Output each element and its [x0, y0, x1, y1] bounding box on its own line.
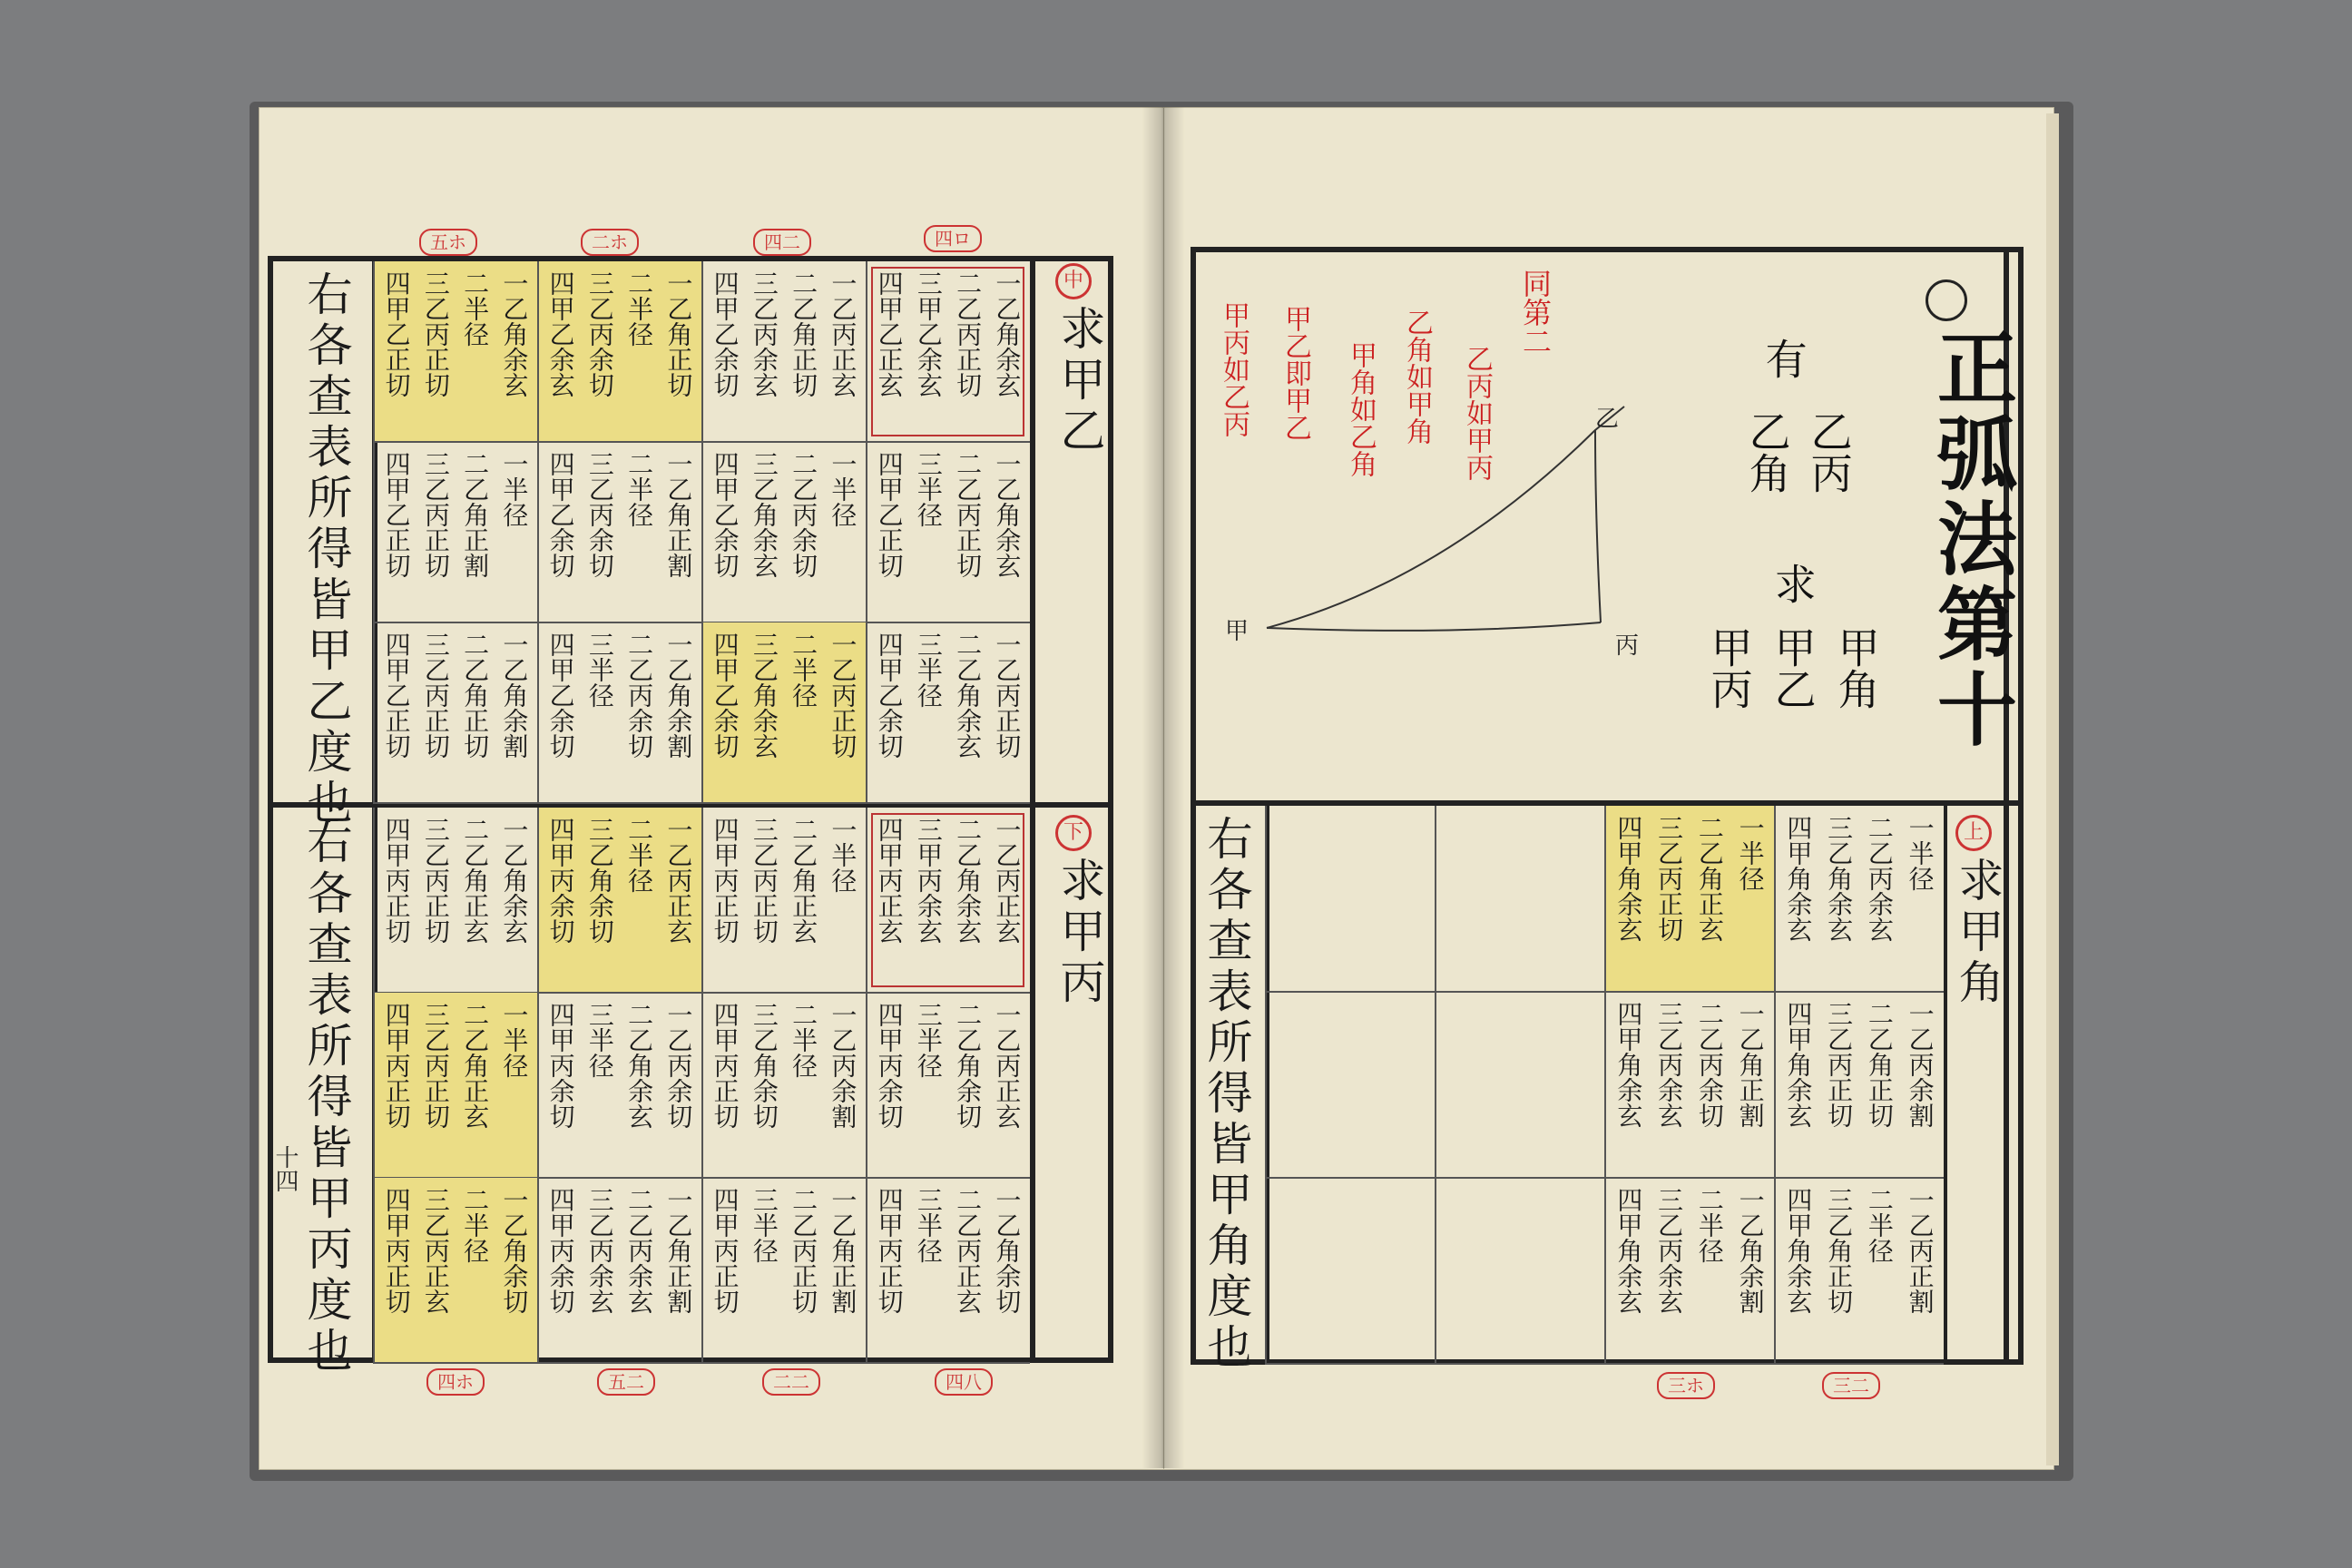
section-mark-upper: 上	[1955, 815, 1992, 851]
note: 甲乙即甲乙	[1279, 305, 1311, 441]
table-cell	[701, 808, 866, 993]
formula-term: 三乙角余切	[749, 1002, 779, 1129]
table-cell	[537, 1178, 701, 1363]
formula-term: 三乙丙余玄	[1654, 1187, 1685, 1314]
formula-term: 三乙丙余玄	[1654, 1001, 1685, 1128]
formula-term: 一半径	[499, 1002, 530, 1078]
seek-value: 甲角	[1831, 626, 1881, 710]
table-cell	[1774, 992, 1944, 1178]
formula-term: 一半径	[1905, 815, 1936, 891]
table-cell	[866, 622, 1030, 803]
grid-line	[1604, 806, 1606, 992]
triangle-side	[1267, 622, 1601, 631]
grid-line	[373, 622, 375, 803]
formula-term: 一乙丙正割	[1905, 1187, 1936, 1314]
formula-term: 一半径	[828, 817, 858, 893]
formula-term: 四甲丙正玄	[874, 817, 905, 944]
section-label-seek-jia-bing: 求甲丙	[1053, 857, 1106, 1009]
grid-line	[1265, 806, 1267, 992]
formula-term: 四甲角余玄	[1613, 1001, 1644, 1128]
formula-term: 三半径	[913, 1002, 944, 1078]
table-cell	[537, 442, 701, 622]
note: 甲丙如乙丙	[1218, 301, 1250, 437]
formula-term: 一乙角正割	[663, 1187, 694, 1314]
formula-term: 三乙角余玄	[749, 451, 779, 578]
grid-line	[1774, 992, 1776, 1178]
formula-term: 三乙丙正切	[420, 1002, 451, 1129]
table-cell	[1265, 992, 1435, 1178]
formula-term: 二乙角正玄	[460, 1002, 491, 1129]
grid-line	[701, 993, 703, 1178]
seek-value: 甲丙	[1704, 626, 1754, 710]
formula-term: 二乙丙正切	[789, 1187, 819, 1314]
grid-line	[537, 802, 701, 804]
grid-line	[701, 261, 703, 442]
right-label-divider	[1944, 800, 1947, 1365]
formula-term: 四甲乙正切	[381, 270, 412, 397]
note: 甲角如乙角	[1345, 341, 1377, 477]
formula-term: 四甲乙余切	[545, 451, 576, 578]
formula-term: 二半径	[1694, 1187, 1725, 1263]
formula-term: 一乙角余玄	[992, 451, 1023, 578]
table-cell	[866, 261, 1030, 442]
formula-term: 四甲丙正切	[710, 1002, 740, 1129]
grid-line	[1435, 1363, 1604, 1365]
table-cell	[1604, 806, 1774, 992]
note: 乙丙如甲丙	[1461, 345, 1493, 481]
vertex-label: 乙	[1595, 406, 1620, 433]
grid-line	[1604, 992, 1606, 1178]
formula-term: 三乙丙正切	[420, 817, 451, 944]
formula-term: 一乙角余切	[499, 1187, 530, 1314]
grid-line	[537, 1362, 701, 1364]
formula-term: 二乙丙余切	[789, 451, 819, 578]
table-cell	[537, 808, 701, 993]
formula-term: 二乙角余切	[953, 1002, 984, 1129]
formula-term: 二半径	[789, 632, 819, 708]
formula-term: 二乙角正切	[789, 270, 819, 397]
formula-term: 一乙丙正切	[992, 632, 1023, 759]
formula-term: 一乙角正割	[663, 451, 694, 578]
formula-term: 二乙角正切	[1864, 1001, 1895, 1128]
table-cell	[1435, 806, 1604, 992]
formula-term: 三乙丙余切	[584, 451, 615, 578]
table-cell	[373, 808, 537, 993]
formula-term: 四甲乙余切	[710, 270, 740, 397]
table-cell	[1604, 1178, 1774, 1364]
stamp: 四ホ	[426, 1368, 485, 1396]
formula-term: 二乙丙正切	[953, 270, 984, 397]
formula-term: 二半径	[1864, 1187, 1895, 1263]
grid-line	[1265, 1178, 1267, 1364]
grid-line	[866, 993, 867, 1178]
stamp: 四八	[935, 1368, 993, 1396]
grid-line	[701, 442, 703, 622]
formula-term: 一乙角余玄	[992, 270, 1023, 397]
formula-term: 四甲丙余切	[874, 1002, 905, 1129]
formula-term: 二乙丙余玄	[624, 1187, 655, 1314]
page-title: 正弧法第十	[1925, 327, 2019, 753]
formula-term: 三乙丙正切	[1824, 1001, 1855, 1128]
section-mark-lower: 下	[1055, 815, 1092, 851]
formula-term: 三甲丙余玄	[913, 817, 944, 944]
formula-term: 三乙丙正切	[420, 451, 451, 578]
formula-term: 三半径	[584, 632, 615, 708]
vertex-label: 甲	[1225, 618, 1250, 645]
grid-line	[537, 1178, 539, 1363]
formula-term: 三乙丙余玄	[584, 1187, 615, 1314]
conclusion-jia-bing: 右各查表所得皆甲丙度也	[299, 818, 353, 1377]
grid-line	[1265, 992, 1267, 1178]
table-cell	[866, 993, 1030, 1178]
triangle-arc	[1267, 407, 1624, 628]
formula-term: 一乙丙余割	[828, 1002, 858, 1129]
title-circle-icon	[1926, 279, 1967, 321]
table-cell	[701, 993, 866, 1178]
formula-term: 三乙丙正切	[420, 270, 451, 397]
grid-line	[701, 802, 866, 804]
table-cell	[373, 1178, 537, 1363]
stamp: 三二	[1822, 1372, 1880, 1399]
formula-term: 二乙角正玄	[789, 817, 819, 944]
section-label-seek-jia-yi: 求甲乙	[1053, 305, 1106, 457]
grid-line	[537, 993, 539, 1178]
conclusion-jia-yi: 右各查表所得皆甲乙度也	[299, 270, 353, 829]
formula-term: 一乙角正割	[1735, 1001, 1766, 1128]
stamp: 四ロ	[924, 225, 982, 252]
formula-term: 四甲角余玄	[1613, 815, 1644, 942]
grid-line	[866, 802, 1030, 804]
grid-line	[1604, 1363, 1774, 1365]
formula-term: 四甲乙余玄	[545, 270, 576, 397]
formula-term: 一乙角余玄	[499, 817, 530, 944]
formula-term: 四甲丙正切	[381, 1187, 412, 1314]
formula-term: 一乙丙正玄	[992, 1002, 1023, 1129]
table-cell	[1435, 1178, 1604, 1364]
formula-term: 四甲乙余切	[874, 632, 905, 759]
formula-term: 一乙丙余割	[1905, 1001, 1936, 1128]
table-cell	[537, 993, 701, 1178]
grid-line	[1435, 992, 1436, 1178]
formula-term: 二乙角正玄	[460, 817, 491, 944]
left-label-divider	[1030, 256, 1035, 1363]
grid-line	[373, 1178, 375, 1363]
table-cell	[866, 442, 1030, 622]
folio-number: 十四	[271, 1145, 299, 1192]
grid-line	[866, 261, 867, 442]
formula-term: 二乙角余玄	[953, 817, 984, 944]
formula-term: 二乙丙余玄	[1864, 815, 1895, 942]
stamp: 五二	[597, 1368, 655, 1396]
grid-line	[1774, 1363, 1944, 1365]
table-cell	[701, 442, 866, 622]
formula-term: 二半径	[624, 817, 655, 893]
table-cell	[1435, 992, 1604, 1178]
grid-line	[1435, 806, 1436, 992]
formula-term: 三乙丙余切	[584, 270, 615, 397]
formula-term: 四甲丙余切	[545, 1002, 576, 1129]
grid-line	[866, 1178, 867, 1363]
triangle-side	[1595, 430, 1601, 622]
formula-term: 三乙丙余玄	[749, 270, 779, 397]
table-cell	[1774, 806, 1944, 992]
section-mark-middle: 中	[1055, 263, 1092, 299]
formula-term: 三乙丙正切	[749, 817, 779, 944]
grid-line	[537, 622, 539, 803]
grid-line	[537, 261, 539, 442]
formula-term: 四甲角余玄	[1783, 1001, 1814, 1128]
formula-term: 一半径	[499, 451, 530, 527]
formula-term: 一乙角余割	[663, 632, 694, 759]
formula-term: 三甲乙余玄	[913, 270, 944, 397]
table-cell	[701, 261, 866, 442]
grid-line	[373, 442, 375, 622]
formula-term: 二半径	[460, 1187, 491, 1263]
grid-line	[1265, 1363, 1435, 1365]
stamp: 五ホ	[419, 229, 477, 256]
formula-term: 二乙角余玄	[953, 632, 984, 759]
page-edge	[2046, 113, 2059, 1465]
formula-term: 二半径	[789, 1002, 819, 1078]
formula-term: 四甲丙正切	[710, 817, 740, 944]
grid-line	[701, 622, 703, 803]
formula-term: 三半径	[913, 1187, 944, 1263]
formula-term: 四甲丙正切	[710, 1187, 740, 1314]
formula-term: 三半径	[913, 451, 944, 527]
grid-line	[866, 808, 867, 993]
formula-term: 四甲丙正切	[381, 1002, 412, 1129]
formula-term: 三半径	[584, 1002, 615, 1078]
formula-term: 二乙角正割	[460, 451, 491, 578]
table-cell	[373, 442, 537, 622]
formula-term: 四甲乙余切	[710, 451, 740, 578]
formula-term: 二半径	[624, 451, 655, 527]
formula-term: 四甲角余玄	[1783, 1187, 1814, 1314]
grid-line	[373, 261, 375, 442]
table-cell	[1774, 1178, 1944, 1364]
grid-line	[866, 442, 867, 622]
table-cell	[373, 622, 537, 803]
grid-line	[866, 1362, 1030, 1364]
formula-term: 四甲丙余切	[545, 817, 576, 944]
formula-term: 一乙丙正玄	[828, 270, 858, 397]
formula-term: 二乙丙余切	[624, 632, 655, 759]
grid-line	[537, 808, 539, 993]
formula-term: 三乙角余切	[584, 817, 615, 944]
table-cell	[1604, 992, 1774, 1178]
note: 乙角如甲角	[1401, 309, 1433, 445]
stamp: 三ホ	[1657, 1372, 1715, 1399]
formula-term: 二半径	[624, 270, 655, 347]
table-cell	[537, 622, 701, 803]
table-cell	[1265, 1178, 1435, 1364]
grid-line	[537, 442, 539, 622]
given-value: 乙丙	[1804, 410, 1854, 494]
formula-term: 一乙丙余切	[663, 1002, 694, 1129]
formula-term: 四甲乙正玄	[874, 270, 905, 397]
formula-term: 四甲乙正切	[381, 451, 412, 578]
stamp: 二二	[762, 1368, 820, 1396]
table-cell	[866, 808, 1030, 993]
stamp: 二ホ	[581, 229, 639, 256]
formula-term: 三半径	[913, 632, 944, 708]
table-cell	[701, 1178, 866, 1363]
table-cell	[373, 993, 537, 1178]
conclusion-jia-angle: 右各查表所得皆甲角度也	[1200, 815, 1253, 1374]
grid-line	[1774, 806, 1776, 992]
grid-line	[373, 802, 537, 804]
formula-term: 四甲乙余切	[545, 632, 576, 759]
table-cell	[1265, 806, 1435, 992]
formula-term: 二乙角余玄	[624, 1002, 655, 1129]
formula-term: 二乙角正切	[460, 632, 491, 759]
table-cell	[537, 261, 701, 442]
formula-term: 二乙丙正切	[953, 451, 984, 578]
formula-term: 三乙角余玄	[749, 632, 779, 759]
formula-term: 一乙角正割	[828, 1187, 858, 1314]
grid-line	[701, 1362, 866, 1364]
section-label-seek-jia-angle: 求甲角	[1951, 857, 2004, 1009]
grid-line	[1435, 1178, 1436, 1364]
formula-term: 四甲乙正切	[874, 451, 905, 578]
formula-term: 四甲角余玄	[1613, 1187, 1644, 1314]
formula-term: 一乙丙正玄	[663, 817, 694, 944]
grid-line	[373, 1362, 537, 1364]
formula-term: 三乙丙正玄	[420, 1187, 451, 1314]
formula-term: 四甲乙正切	[381, 632, 412, 759]
seek-value: 甲乙	[1768, 626, 1818, 710]
formula-term: 一乙角余割	[1735, 1187, 1766, 1314]
grid-line	[1604, 1178, 1606, 1364]
formula-term: 一乙角余玄	[499, 270, 530, 397]
formula-term: 二半径	[460, 270, 491, 347]
formula-term: 一乙角余切	[992, 1187, 1023, 1314]
seek-label: 求	[1768, 563, 1818, 604]
formula-term: 二乙丙正玄	[953, 1187, 984, 1314]
note-heading: 同第二	[1518, 269, 1553, 356]
formula-term: 三乙角正切	[1824, 1187, 1855, 1314]
formula-term: 三乙角余玄	[1824, 815, 1855, 942]
formula-term: 一乙角余割	[499, 632, 530, 759]
grid-line	[701, 1178, 703, 1363]
table-cell	[866, 1178, 1030, 1363]
formula-term: 四甲角余玄	[1783, 815, 1814, 942]
formula-term: 一半径	[828, 451, 858, 527]
formula-term: 二乙角正玄	[1694, 815, 1725, 942]
grid-line	[373, 993, 375, 1178]
given-label: 有	[1759, 338, 1808, 379]
formula-term: 三半径	[749, 1187, 779, 1263]
grid-line	[373, 808, 375, 993]
given-value: 乙角	[1742, 410, 1792, 494]
formula-term: 一乙角正切	[663, 270, 694, 397]
formula-term: 一乙丙正玄	[992, 817, 1023, 944]
stamp: 四二	[753, 229, 811, 256]
table-cell	[701, 622, 866, 803]
formula-term: 一乙丙正切	[828, 632, 858, 759]
book-gutter	[1142, 107, 1185, 1468]
grid-line	[1774, 1178, 1776, 1364]
formula-term: 三乙丙正切	[1654, 815, 1685, 942]
table-cell	[373, 261, 537, 442]
formula-term: 四甲丙余切	[545, 1187, 576, 1314]
formula-term: 四甲丙正切	[874, 1187, 905, 1314]
grid-line	[866, 622, 867, 803]
spherical-triangle-diagram	[1225, 399, 1640, 671]
formula-term: 三乙丙正切	[420, 632, 451, 759]
grid-line	[701, 808, 703, 993]
formula-term: 二乙丙余切	[1694, 1001, 1725, 1128]
formula-term: 一半径	[1735, 815, 1766, 891]
formula-term: 四甲乙余切	[710, 632, 740, 759]
formula-term: 四甲丙正切	[381, 817, 412, 944]
vertex-label: 丙	[1615, 632, 1640, 660]
